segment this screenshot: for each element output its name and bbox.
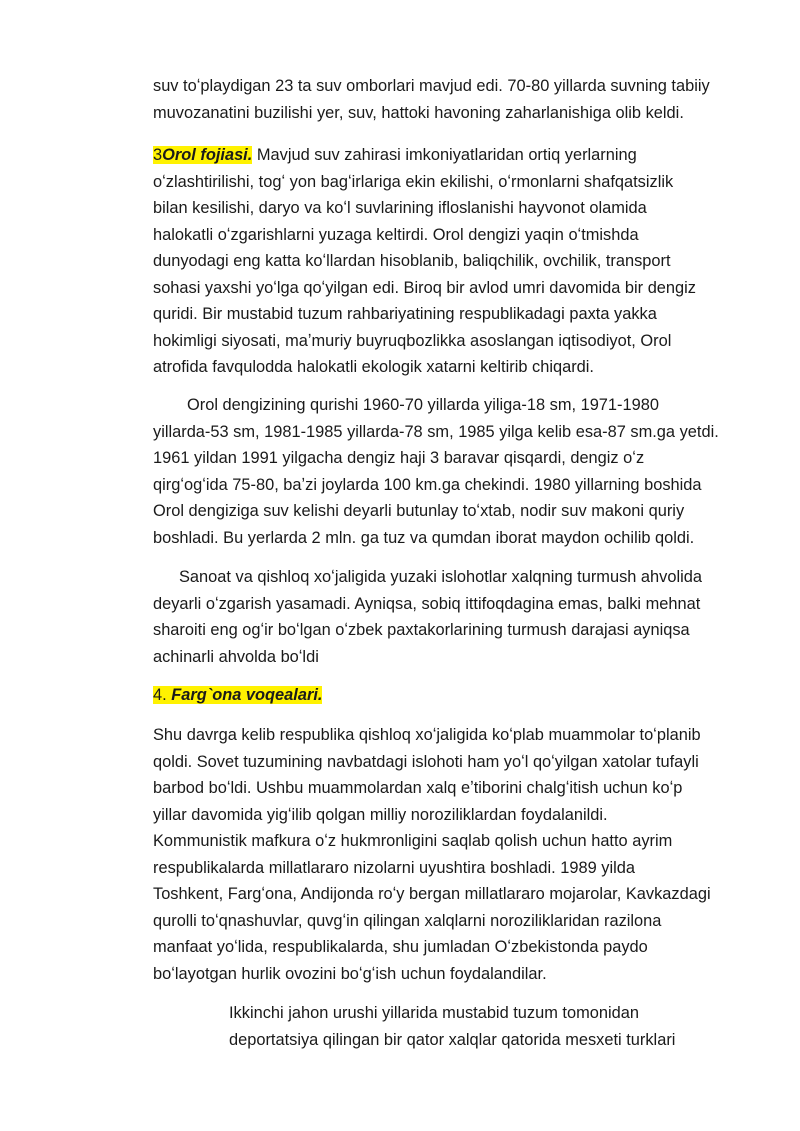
section-heading-fergana <box>153 686 322 704</box>
text-line: dunyodagi eng katta koʻllardan hisoblanib, baliqchilik, ovchilik, transport <box>153 252 671 270</box>
text-line: Sanoat va qishloq xoʻjaligida yuzaki islohotlar xalqning turmush ahvolida <box>179 568 702 586</box>
text-line: suv toʻplaydigan 23 ta suv omborlari mavjud edi. 70-80 yillarda suvning tabiiy <box>153 77 710 95</box>
text-line: boshladi. Bu yerlarda 2 mln. ga tuz va qumdan iborat maydon ochilib qoldi. <box>153 528 695 547</box>
text-line: halokatli oʻzgarishlarni yuzaga keltirdi. Orol dengizi yaqin oʻtmishda <box>153 225 639 244</box>
text-line: qirgʻogʻida 75-80, baʼzi joylarda 100 km.ga chekindi. 1980 yillarning boshida <box>153 475 702 494</box>
text-line <box>153 682 753 709</box>
text-line: Shu davrga kelib respublika qishloq xoʻjaligida koʻplab muammolar toʻplanib <box>153 726 701 744</box>
text-line: Ikkinchi jahon urushi yillarida mustabid tuzum tomonidan <box>229 1004 639 1022</box>
text-line: yillarda-53 sm, 1981-1985 yillarda-78 sm, 1985 yilga kelib esa-87 sm.ga yetdi. <box>153 422 719 441</box>
text-line: oʻzlashtirilishi, togʻ yon bagʻirlariga ekin ekilishi, oʻrmonlarni shafqatsizlik <box>153 172 674 191</box>
text-line: sharoiti eng ogʻir boʻlgan oʻzbek paxtakorlarining turmush darajasi ayniqsa <box>153 621 690 639</box>
paragraph-water-reservoirs <box>153 73 753 126</box>
text-line: muvozanatini buzilishi yer, suv, hattoki havoning zaharlanishiga olib keldi. <box>153 103 684 122</box>
text-line: manfaat yoʻlida, respublikalarda, shu jumladan Oʻzbekistonda paydo <box>153 938 648 956</box>
text-line: boʻlayotgan hurlik ovozini boʻgʻish uchun foydalandilar. <box>153 964 547 983</box>
text-line: deyarli oʻzgarish yasamadi. Ayniqsa, sobiq ittifoqdagina emas, balki mehnat <box>153 594 701 613</box>
paragraph-fergana-heading <box>153 682 753 709</box>
text-line: yillar davomida yigʻilib qolgan milliy noroziliklardan foydalanildi. <box>153 805 608 824</box>
text-line: bilan kesilishi, daryo va koʻl suvlarining ifloslanishi hayvonot olamida <box>153 199 647 217</box>
section-heading-aral <box>153 146 252 164</box>
text-line: sohasi yaxshi yoʻlga qoʻyilgan edi. Biroq bir avlod umri davomida bir dengiz <box>153 278 696 297</box>
text-line <box>153 142 753 169</box>
heading-title: Farg`ona voqealari. <box>171 686 323 704</box>
text-line: achinarli ahvolda boʻldi <box>153 647 319 666</box>
text-line: 1961 yildan 1991 yilgacha dengiz haji 3 baravar qisqardi, dengiz oʻz <box>153 449 645 467</box>
text-line: Kommunistik mafkura oʻz hukmronligini saqlab qolish uchun hatto ayrim <box>153 832 673 850</box>
text-line: qoldi. Sovet tuzumining navbatdagi islohoti ham yoʻl qoʻyilgan xatolar tufayli <box>153 752 699 771</box>
heading-continuation: Mavjud suv zahirasi imkoniyatlaridan ortiq yerlarning <box>252 146 637 164</box>
paragraph-deportation <box>229 1000 749 1053</box>
text-line: qurolli toʻqnashuvlar, quvgʻin qilingan xalqlarni noroziliklaridan razilona <box>153 911 662 930</box>
paragraph-fergana-events <box>153 722 753 987</box>
text-line: Toshkent, Fargʻona, Andijonda roʻy bergan millatlararo mojarolar, Kavkazdagi <box>153 885 711 903</box>
heading-title: Orol fojiasi. <box>162 146 253 164</box>
heading-number: 4. <box>153 686 172 704</box>
text-line: barbod boʻldi. Ushbu muammolardan xalq eʼtiborini chalgʻitish uchun koʻp <box>153 779 683 797</box>
text-line: atrofida favqulodda halokatli ekologik xatarni keltirib chiqardi. <box>153 358 594 376</box>
text-line: Orol dengizining qurishi 1960-70 yillarda yiliga-18 sm, 1971-1980 <box>187 396 659 414</box>
text-line: quridi. Bir mustabid tuzum rahbariyatining respublikadagi paxta yakka <box>153 305 657 323</box>
text-line: respublikalarda millatlararo nizolarni uyushtira boshladi. 1989 yilda <box>153 858 635 877</box>
text-line: deportatsiya qilingan bir qator xalqlar qatorida mesxeti turklari <box>229 1030 676 1049</box>
text-line: hokimligi siyosati, maʼmuriy buyruqbozlikka asoslangan iqtisodiyot, Orol <box>153 331 672 350</box>
paragraph-industry-agriculture <box>153 564 753 670</box>
paragraph-aral-drying <box>153 392 753 551</box>
heading-number: 3 <box>153 146 163 164</box>
text-line: Orol dengiziga suv kelishi deyarli butunlay toʻxtab, nodir suv makoni quriy <box>153 502 685 520</box>
paragraph-aral-tragedy <box>153 142 753 381</box>
